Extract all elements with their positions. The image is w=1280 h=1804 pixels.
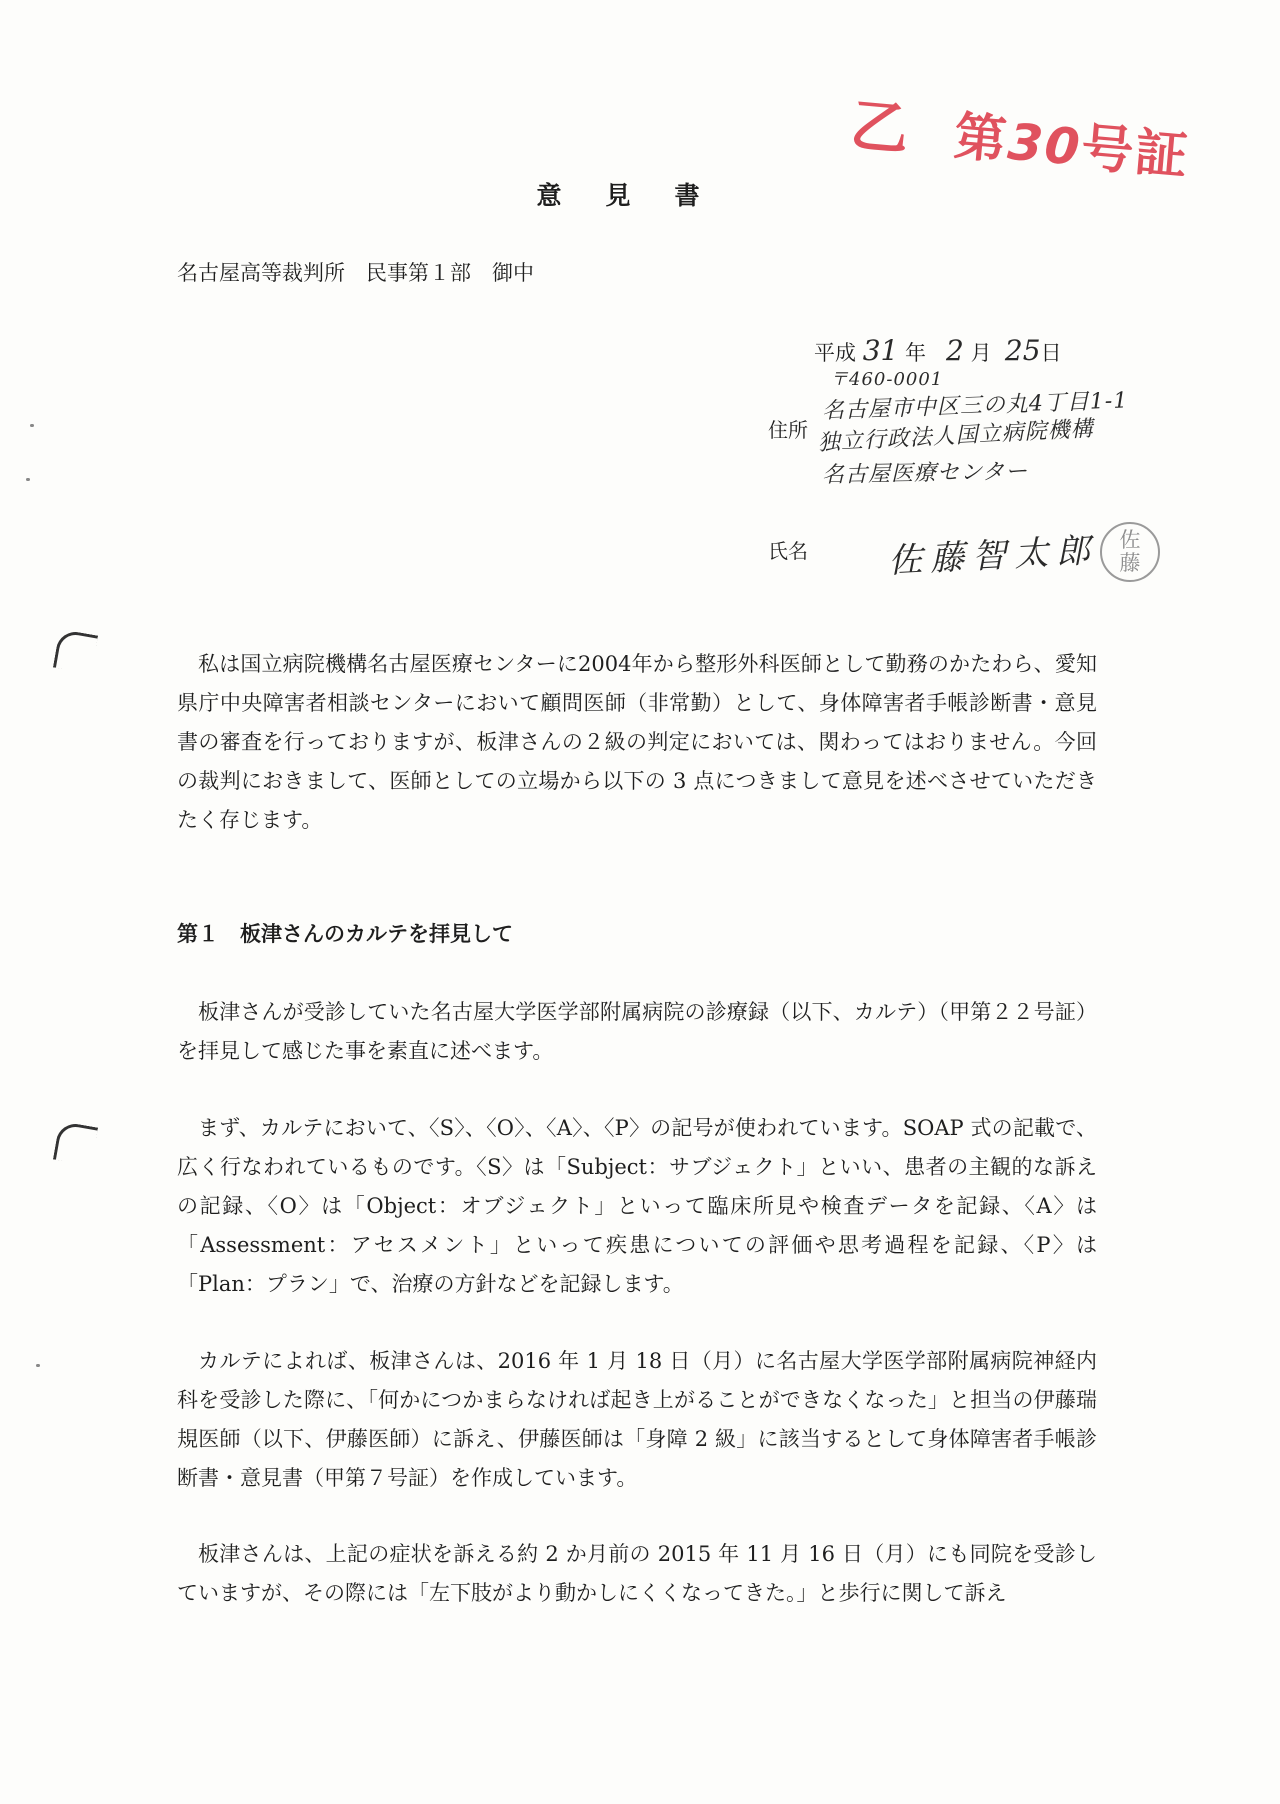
- address-label: 住所: [768, 418, 808, 442]
- paragraph-visit-2016: [177, 1342, 1097, 1498]
- address-handwritten: [817, 364, 1129, 492]
- seal-top-char: 佐: [1119, 528, 1141, 552]
- paragraph-chart-review: [177, 993, 1097, 1071]
- scan-speck: [26, 478, 30, 481]
- signature: 佐藤智太郎: [887, 530, 1100, 582]
- address-postal: 〒460-0001: [830, 369, 944, 390]
- stamp-gosho: 号証: [1078, 118, 1192, 188]
- seal-bottom-char: 藤: [1119, 551, 1141, 575]
- date-month-unit: 月: [970, 341, 992, 365]
- exhibit-stamp: [848, 78, 1194, 191]
- date-year: 31: [862, 334, 899, 367]
- paragraph-text: 私は国立病院機構名古屋医療センターに2004年から整形外科医師として勤務のかたわら、愛知県庁中央障害者相談センターにおいて顧問医師（非常勤）として、身体障害者手帳診断書・意見書の審査を行っておりますが、板津さんの２級の判定においては、関わってはおりません。今回の裁判におきまして、医師としての立場から以下の 3 点につきまして意見を述べさせていただきたく存じます。: [177, 652, 1097, 832]
- date-year-unit: 年: [905, 341, 927, 365]
- stamp-dai: 第: [951, 106, 1011, 172]
- paragraph-text: カルテによれば、板津さんは、2016 年 1 月 18 日（月）に名古屋大学医学部附属病院神経内科を受診した際に、「何かにつかまらなければ起き上がることができなくなった」と担当の伊藤瑞規医師（以下、伊藤医師）に訴え、伊藤医師は「身障 2 級」に該当するとして身体障害者手帳診断書・意見書（甲第７号証）を作成しています。: [177, 1349, 1097, 1490]
- paragraph-visit-2015: [177, 1535, 1097, 1613]
- addressee: 名古屋高等裁判所 民事第１部 御中: [177, 261, 534, 285]
- name-seal: [1100, 522, 1160, 582]
- date-day: 25: [1004, 334, 1041, 367]
- address-line2: 独立行政法人国立病院機構: [817, 416, 1095, 456]
- scan-speck: [30, 424, 34, 427]
- scan-speck: [36, 1364, 40, 1367]
- name-label: 氏名: [768, 539, 808, 563]
- date-era: 平成: [814, 341, 856, 365]
- paragraph-text: 板津さんは、上記の症状を訴える約 2 か月前の 2015 年 11 月 16 日（月）にも同院を受診していますが、その際には「左下肢がより動かしにくくなってきた。」と歩行に関して訴え: [177, 1542, 1097, 1605]
- date-month: 2: [946, 334, 964, 367]
- punch-hole-mark: [53, 1121, 98, 1166]
- address-line1: 名古屋市中区三の丸4丁目1-1: [821, 388, 1129, 424]
- address-line3: 名古屋医療センター: [821, 459, 1029, 488]
- section-heading: 第１ 板津さんのカルテを拝見して: [177, 922, 513, 946]
- paragraph-soap: [177, 1109, 1097, 1304]
- document-title: 意見書: [536, 181, 744, 210]
- punch-hole-mark: [53, 629, 98, 674]
- stamp-number: 30: [1005, 112, 1084, 177]
- paragraph-text: 板津さんが受診していた名古屋大学医学部附属病院の診療録（以下、カルテ）（甲第２２号証）を拝見して感じた事を素直に述べます。: [177, 1000, 1097, 1063]
- date-day-unit: 日: [1040, 341, 1062, 365]
- paragraph-intro: [177, 645, 1097, 840]
- document-date: [814, 334, 1062, 367]
- stamp-otsu: 乙: [847, 90, 914, 164]
- paragraph-text: まず、カルテにおいて、〈S〉、〈O〉、〈A〉、〈P〉の記号が使われています。SOAP 式の記載で、広く行なわれているものです。〈S〉は「Subject：サブジェクト」といい、患者の主観的な訴えの記録、〈O〉は「Object：オブジェクト」といって臨床所見や検査データを記録、〈A〉は「Assessment：アセスメント」といって疾患についての評価や思考過程を記録、〈P〉は「Plan：プラン」で、治療の方針などを記録します。: [177, 1116, 1097, 1296]
